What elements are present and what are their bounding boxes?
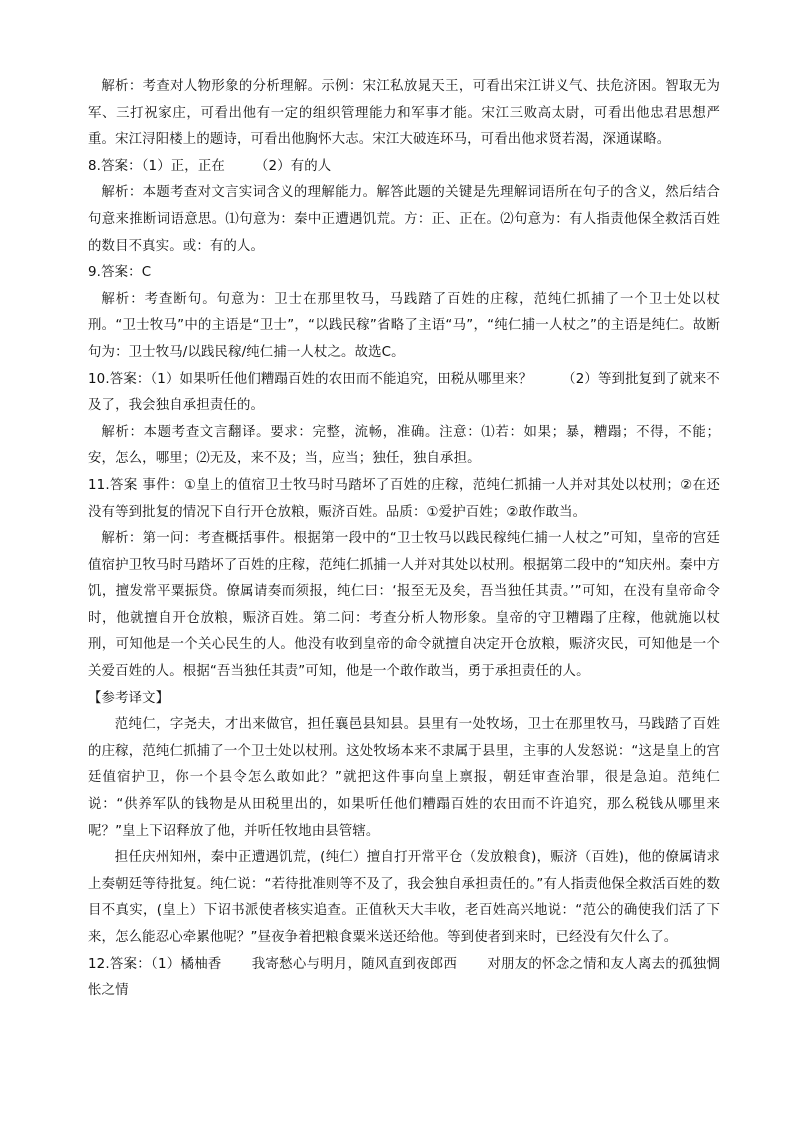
answer-q12-part1: 12.答案：（1）橘柚香 xyxy=(88,956,222,972)
analysis-q7: 解析：考查对人物形象的分析理解。示例：宋江私放晁天王，可看出宋江讲义气、扶危济困。智取无为军、三打祝家庄，可看出他有一定的组织管理能力和军事才能。宋江三败高太尉，可看出他忠君思想严重。宋江浔阳楼上的题诗，可看出他胸怀大志。宋江大破连环马，可看出他求贤若渴，深通谋略。 xyxy=(88,79,720,148)
answer-q10-part1: 10.答案：（1）如果听任他们糟蹋百姓的农田而不能追究，田税从哪里来？ xyxy=(88,371,533,387)
answer-q11-text: 11.答案 事件：①皇上的值宿卫士牧马时马踏坏了百姓的庄稼，范纯仁抓捕一人并对其处以杖刑；②在还没有等到批复的情况下自行开仓放粮，赈济百姓。品质：①爱护百姓；②敢作敢当。 xyxy=(88,477,720,520)
analysis-q11: 解析：第一问：考查概括事件。根据第一段中的“卫士牧马以践民稼纯仁捕一人杖之”可知，皇帝的宫廷值宿护卫牧马时马踏坏了百姓的庄稼，范纯仁抓捕一人并对其处以杖刑。根据第二段中的“知庆州。秦中方饥，擅发常平粟振贷。僚属请奏而须报，纯仁曰：‘报至无及矣，吾当独任其责。’”可知，在没有皇帝命令时，他就擅自开仓放粮，赈济百姓。第二问：考查分析人物形象。皇帝的守卫糟蹋了庄稼，他就施以杖刑，可知他是一个关心民生的人。他没有收到皇帝的命令就擅自决定开仓放粮，赈济灾民，可知他是一个关爱百姓的人。根据“吾当独任其责”可知，他是一个敢作敢当，勇于承担责任的人。 xyxy=(88,531,720,680)
answer-q8-part1: 8.答案：（1）正，正在 xyxy=(88,158,225,174)
answer-q12 xyxy=(88,952,720,1005)
answer-q9 xyxy=(88,260,720,287)
answer-q11 xyxy=(88,473,720,526)
answer-q10-part2: （2）等到批复到了就来不及了，我会独自承担责任的。 xyxy=(88,371,720,414)
answer-q8 xyxy=(88,154,720,181)
reference-translation-heading: 【参考译文】 xyxy=(88,690,170,706)
answer-explanation-body xyxy=(88,74,720,1005)
answer-q12-part2: 我寄愁心与明月，随风直到夜郎西 xyxy=(251,956,458,972)
analysis-q9: 解析：考查断句。句意为：卫士在那里牧马，马践踏了百姓的庄稼，范纯仁抓捕了一个卫士处以杖刑。“卫士牧马”中的主语是“卫士”，“以践民稼”省略了主语“马”，“纯仁捕一人杖之”的主语是纯仁。故断句为：卫士牧马/以践民稼/纯仁捕一人杖之。故选C。 xyxy=(88,291,720,360)
analysis-q8: 解析：本题考查对文言实词含义的理解能力。解答此题的关键是先理解词语所在句子的含义，然后结合句意来推断词语意思。⑴句意为：秦中正遭遇饥荒。方：正、正在。⑵句意为：有人指责他保全救活百姓的数目不真实。或：有的人。 xyxy=(88,185,720,254)
translation-paragraph-2: 担任庆州知州，秦中正遭遇饥荒，(纯仁）擅自打开常平仓（发放粮食)，赈济（百姓)，他的僚属请求上奏朝廷等待批复。纯仁说：“若待批准则等不及了，我会独自承担责任的。”有人指责他保全救活百姓的数目不真实，(皇上）下诏书派使者核实追查。正值秋天大丰收，老百姓高兴地说：“范公的确使我们活了下来，怎么能忍心牵累他呢？”昼夜争着把粮食粟米送还给他。等到使者到来时，已经没有欠什么了。 xyxy=(88,850,720,945)
answer-q10 xyxy=(88,367,720,420)
answer-q12-part3: 对朋友的怀念之情和友人离去的孤独惆怅之情 xyxy=(88,956,721,999)
answer-q9-text: 9.答案：C xyxy=(88,265,152,281)
analysis-q10: 解析：本题考查文言翻译。要求：完整，流畅，准确。注意：⑴若：如果；暴，糟蹋；不得，不能；安，怎么，哪里；⑵无及，来不及；当，应当；独任，独自承担。 xyxy=(88,424,720,467)
answer-q8-part2: （2）有的人 xyxy=(254,158,332,174)
translation-paragraph-1: 范纯仁，字尧夫，才出来做官，担任襄邑县知县。县里有一处牧场，卫士在那里牧马，马践踏了百姓的庄稼，范纯仁抓捕了一个卫士处以杖刑。这处牧场本来不隶属于县里，主事的人发怒说：“这是皇上的宫廷值宿护卫，你一个县令怎么敢如此？”就把这件事向皇上禀报，朝廷审查治罪，很是急迫。范纯仁说：“供养军队的钱物是从田税里出的，如果听任他们糟蹋百姓的农田而不许追究，那么税钱从哪里来呢？”皇上下诏释放了他，并听任牧地由县管辖。 xyxy=(88,717,720,839)
